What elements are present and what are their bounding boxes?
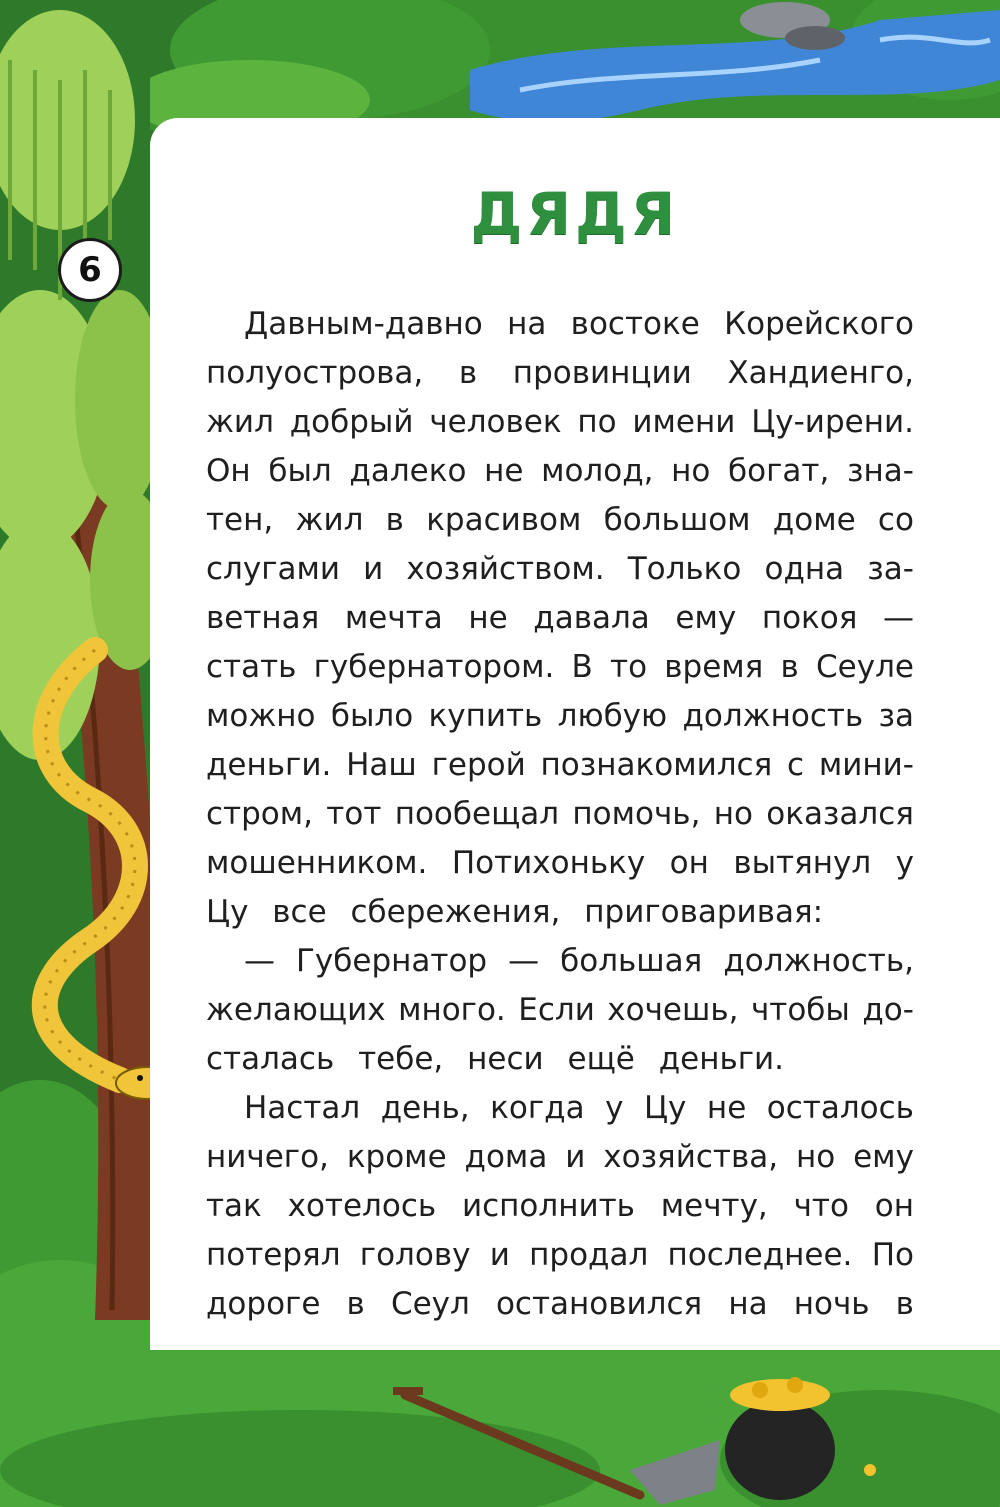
- bottom-ground: [0, 1345, 1000, 1507]
- text-line: желающих много. Если хочешь, чтобы до-: [206, 992, 914, 1028]
- text-line: полуострова, в провинции Хандиенго,: [206, 355, 914, 391]
- text-line: мошенником. Потихоньку он вытянул у: [206, 845, 914, 881]
- text-line: жил добрый человек по имени Цу-ирени.: [206, 404, 914, 440]
- text-line: Давным-давно на востоке Корейского: [244, 306, 914, 342]
- text-line: стать губернатором. В то время в Сеуле: [206, 649, 914, 685]
- text-line: слугами и хозяйством. Только одна за-: [206, 551, 914, 587]
- text-line: ветная мечта не давала ему покоя —: [206, 600, 914, 636]
- text-line: деньги. Наш герой познакомился с мини-: [206, 747, 914, 783]
- text-line: так хотелось исполнить мечту, что он: [206, 1188, 914, 1224]
- text-line: можно было купить любую должность за: [206, 698, 914, 734]
- page-number-badge: 6: [58, 238, 122, 302]
- text-line: ничего, кроме дома и хозяйства, но ему: [206, 1139, 914, 1175]
- text-line: Цу все сбережения, приговаривая:: [206, 894, 824, 930]
- text-line: Он был далеко не молод, но богат, зна-: [206, 453, 914, 489]
- story-body: [206, 300, 914, 1329]
- text-line: стром, тот пообещал помочь, но оказался: [206, 796, 914, 832]
- text-line: тен, жил в красивом большом доме со: [206, 502, 914, 538]
- story-title: ДЯДЯ: [470, 180, 680, 248]
- text-line: дороге в Сеул остановился на ночь в: [206, 1286, 914, 1322]
- text-line: — Губернатор — большая должность,: [244, 943, 914, 979]
- text-line: потерял голову и продал последнее. По: [206, 1237, 914, 1273]
- text-line: сталась тебе, неси ещё деньги.: [206, 1041, 785, 1077]
- text-line: Настал день, когда у Цу не осталось: [244, 1090, 914, 1126]
